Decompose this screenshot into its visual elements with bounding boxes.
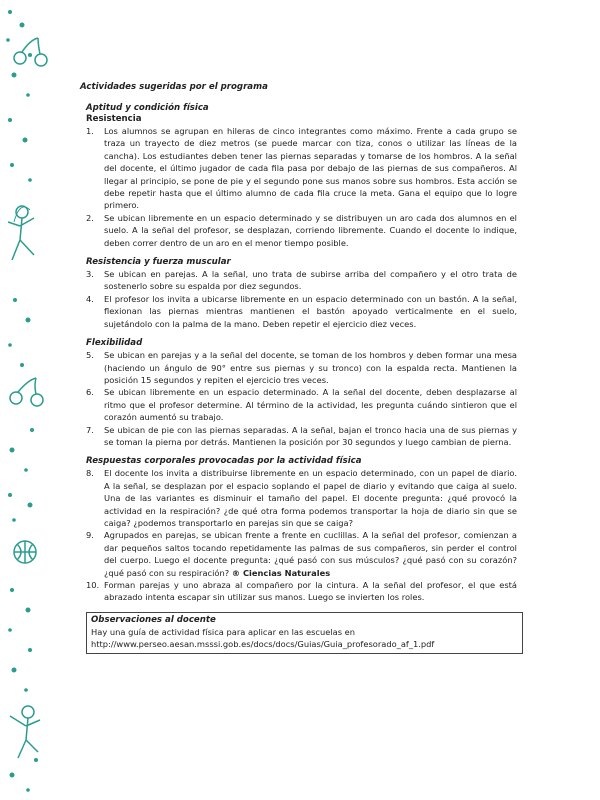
- item-number: 10.: [86, 580, 100, 590]
- section-heading: Flexibilidad: [86, 338, 143, 349]
- observations-text: Hay una guía de actividad física para aplicar en las escuelas en: [91, 626, 356, 637]
- list-item: [86, 349, 517, 386]
- section-heading: Resistencia y fuerza muscular: [86, 257, 231, 268]
- item-text: Los alumnos se agrupan en hileras de cinco integrantes como máximo. Frente a cada grupo se traza un trayecto de diez metros (se puede marcar con tiza, conos o utilizar las líneas de la cancha). Los estudiantes deben tener las piernas separadas y tomarse de los hombros. A la señal del docente, el último jugador de cada fila pasa por debajo de las piernas de sus compañeros. Al llegar al principio, se pone de pie y el segundo pone sus manos sobre sus hombros. Esta acción se debe repetir hasta que el último alumno de cada fila cruce la meta. Gana el equipo que lo logre primero.: [104, 126, 517, 211]
- teacher-observations-box: [86, 612, 523, 654]
- item-text: Se ubican en parejas y a la señal del docente, se toman de los hombros y deben formar una mesa (haciendo un ángulo de 90° entre sus piernas y su tronco) con la espalda recta. Mantienen la posición 15 segundos y repiten el ejercicio tres veces.: [104, 350, 517, 385]
- activity-list: [86, 125, 517, 249]
- item-number: 7.: [86, 424, 94, 435]
- basketball-icon: [14, 541, 36, 563]
- item-text: El profesor los invita a ubicarse libremente en un espacio determinado con un bastón. A la señal, flexionan las piernas mientras mantienen el bastón apoyado verticalmente en el suelo, sujetándolo con la palma de la mano. Deben repetir el ejercicio diez veces.: [104, 293, 517, 329]
- item-text: Agrupados en parejas, se ubican frente a frente en cuclillas. A la señal del profesor, comienzan a dar pequeños saltos tocando repetidamente las palmas de sus compañeros, sin perder el control del cuerpo. Luego el docente pregunta: ¿qué pasó con sus músculos? ¿qué pasó con su corazón? ¿qué pasó con su respiración?: [104, 530, 517, 578]
- item-number: 8.: [86, 468, 94, 479]
- item-number: 5.: [86, 350, 94, 361]
- child-running-icon: [8, 206, 34, 260]
- list-item: [86, 293, 517, 330]
- cross-reference-link: ® Ciencias Naturales: [231, 567, 331, 578]
- child-jumping-icon: [10, 706, 40, 758]
- item-number: 6.: [86, 387, 94, 398]
- list-item: [86, 529, 517, 579]
- list-item: [86, 579, 517, 604]
- observations-title: Observaciones al docente: [91, 614, 216, 625]
- item-text: Se ubican en parejas. A la señal, uno trata de subirse arriba del compañero y el otro trata de sostenerlo sobre su espalda por diez segundos.: [104, 269, 517, 292]
- section-heading: Respuestas corporales provocadas por la actividad física: [86, 456, 362, 467]
- section-flexibilidad: [86, 338, 517, 448]
- activity-list: [86, 467, 517, 603]
- list-item: [86, 125, 517, 212]
- page-title: Actividades sugeridas por el programa: [80, 82, 268, 92]
- cherries-icon: [10, 378, 43, 406]
- document-body: [80, 82, 517, 654]
- margin-decoration: [0, 0, 70, 800]
- item-number: 2.: [86, 212, 94, 223]
- list-item: [86, 467, 517, 529]
- list-item: [86, 386, 517, 423]
- item-number: 1.: [86, 126, 94, 136]
- list-item: [86, 212, 517, 249]
- item-number: 4.: [86, 293, 94, 304]
- item-text: Se ubican libremente en un espacio determinado. A la señal del docente, deben desplazarse al ritmo que el profesor determine. Al término de la actividad, les pregunta cuándo sintieron que el corazón aumentó su trabajo.: [104, 387, 517, 423]
- section-heading: Aptitud y condición física: [86, 103, 209, 113]
- cherries-icon: [14, 38, 47, 66]
- item-text: Se ubican de pie con las piernas separadas. A la señal, bajan el tronco hacia una de sus piernas y se toman la pierna por detrás. Mantienen la posición por 30 segundos y luego cambian de pierna.: [104, 424, 517, 447]
- item-number: 3.: [86, 269, 94, 280]
- list-item: [86, 424, 517, 449]
- activity-list: [86, 268, 517, 330]
- section-respuestas-corporales: [86, 456, 517, 603]
- item-number: 9.: [86, 530, 94, 541]
- section-resistencia-fuerza: [86, 257, 517, 330]
- section-subheading: Resistencia: [86, 114, 142, 124]
- item-text: Forman parejas y uno abraza al compañero por la cintura. A la señal del profesor, el que está abrazado intenta escapar sin utilizar sus manos. Luego se invierten los roles.: [104, 580, 517, 603]
- list-item: [86, 268, 517, 293]
- activity-list: [86, 349, 517, 448]
- section-aptitud: [86, 103, 517, 249]
- item-text: Se ubican libremente en un espacio determinado y se distribuyen un aro cada dos alumnos en el suelo. A la señal del profesor, se desplazan, corriendo libremente. Cuando el docente lo indique, deben correr dentro de un aro en el menor tiempo posible.: [104, 212, 517, 248]
- item-text: El docente los invita a distribuirse libremente en un espacio determinado, con un papel de diario. A la señal, se desplazan por el espacio soplando el papel de diario y evitando que caiga al suelo. Una de las variantes es disminuir el tamaño del papel. El docente pregunta: ¿qué provocó la actividad en la respiración? ¿de qué otra forma podemos transportar la hoja de diario sin que se caiga? ¿podemos transportarlo en parejas sin que se caiga?: [104, 468, 517, 528]
- observations-url[interactable]: http://www.perseo.aesan.msssi.gob.es/docs/docs/Guias/Guia_profesorado_af_1.pdf: [91, 639, 435, 650]
